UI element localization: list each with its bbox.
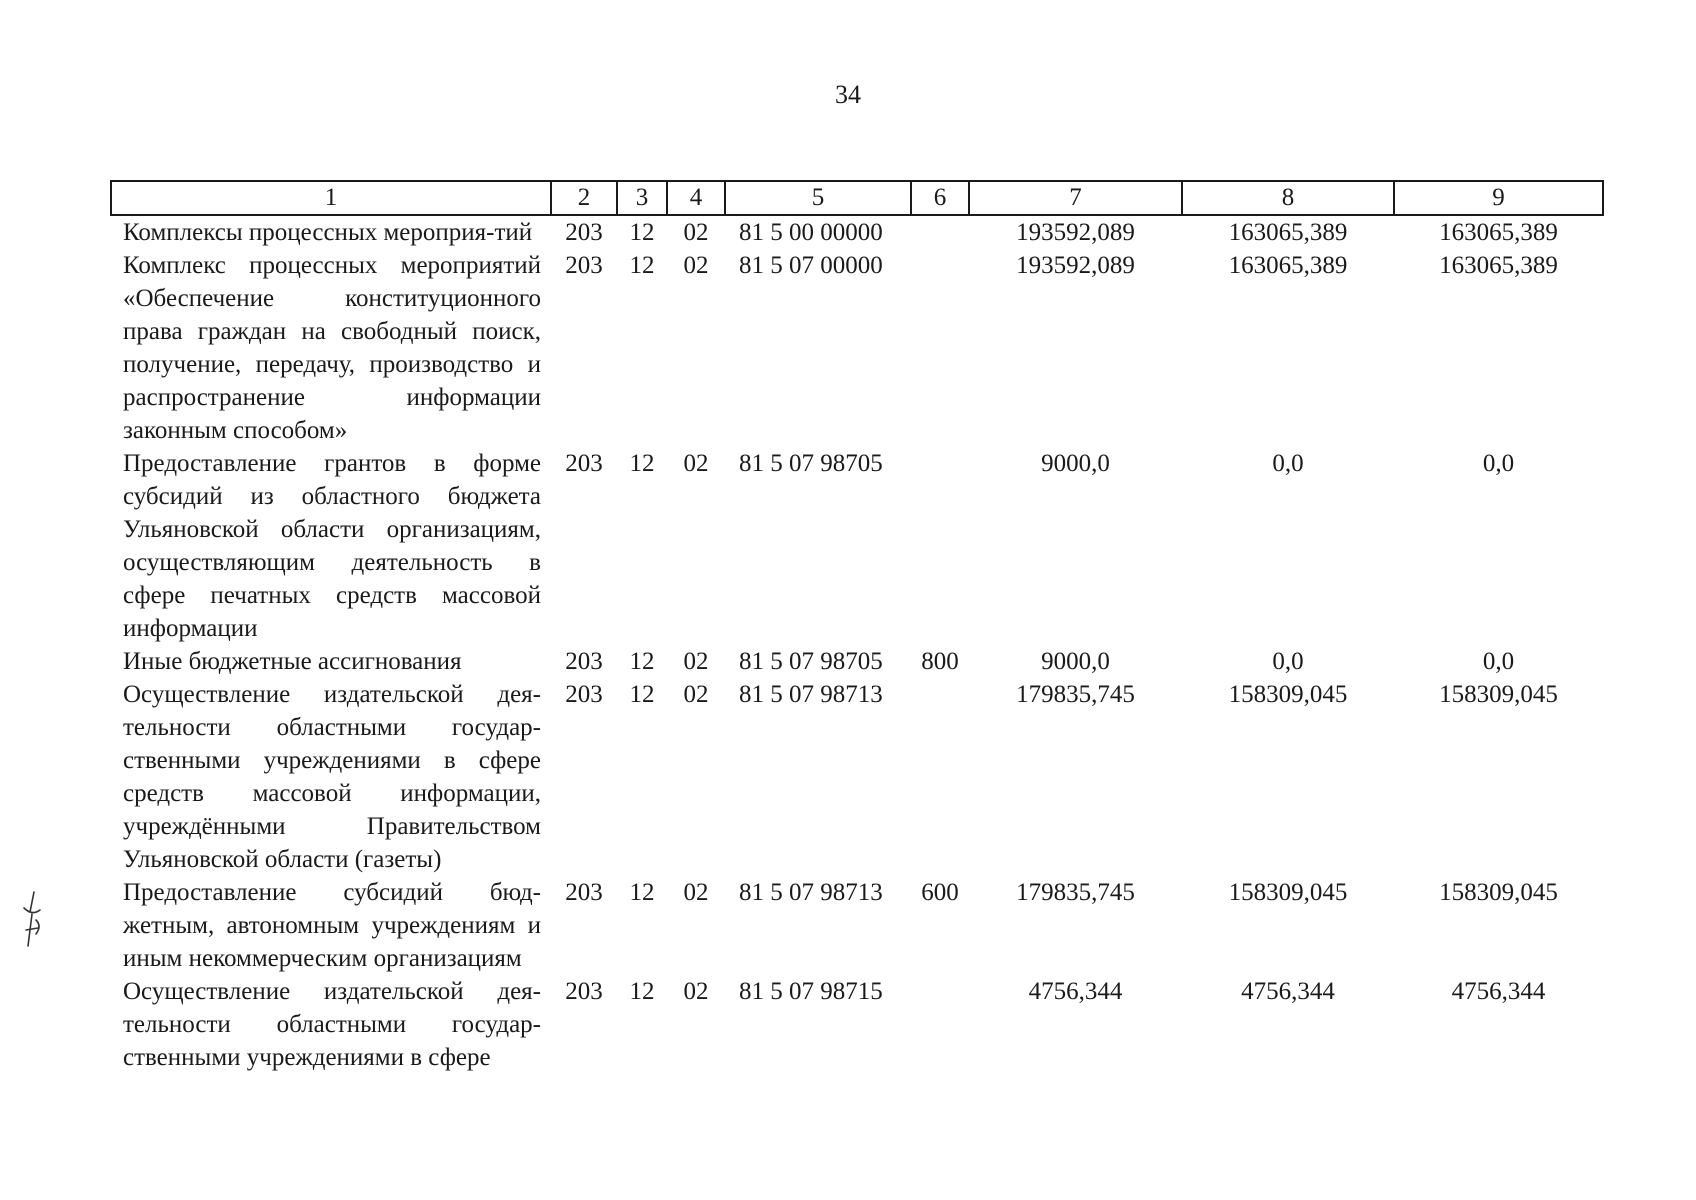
row-code-6: 600	[921, 879, 959, 906]
row-code-2: 203	[565, 252, 603, 279]
table-row	[111, 645, 1603, 678]
row-value-9: 163065,389	[1439, 219, 1558, 246]
header-row	[111, 181, 1603, 215]
header-cell-8: 8	[1182, 181, 1394, 215]
row-code-2: 203	[565, 450, 603, 477]
table-body	[111, 215, 1603, 1074]
row-code-5: 81 5 07 98705	[739, 450, 883, 477]
row-value-7: 4756,344	[1028, 978, 1123, 1005]
row-value-8: 163065,389	[1228, 252, 1348, 279]
row-name: Комплекс процессных мероприятий «Обеспечение конституционного права граждан на свободный поиск, получение, передачу, производство и распространение информации законным способом»	[123, 252, 541, 444]
row-value-7: 193592,089	[1016, 252, 1135, 279]
table-row	[111, 975, 1603, 1074]
row-code-5: 81 5 00 00000	[739, 219, 883, 246]
row-code-4: 02	[683, 978, 709, 1005]
row-name: Осуществление издательской деятельности областными государственными учреждениями в сфере средств массовой информации, учреждёнными Правительством Ульяновской области (газеты)	[123, 681, 541, 873]
header-cell-2: 2	[551, 181, 617, 215]
row-value-8: 158309,045	[1228, 681, 1348, 708]
row-code-5: 81 5 07 00000	[739, 252, 883, 279]
row-code-4: 02	[683, 219, 709, 246]
table-row	[111, 876, 1603, 975]
row-name: Комплексы процессных мероприя-тий	[123, 219, 533, 246]
row-code-3: 12	[629, 879, 655, 906]
row-code-2: 203	[565, 219, 603, 246]
row-code-6	[911, 447, 969, 645]
handwritten-initials-mark	[18, 890, 48, 950]
row-code-6	[911, 975, 969, 1074]
row-value-7: 179835,745	[1016, 681, 1135, 708]
row-name: Осуществление издательской деятельности областными государственными учреждениями в сфере	[123, 978, 541, 1071]
row-value-7: 179835,745	[1016, 879, 1135, 906]
page-number: 34	[835, 80, 861, 109]
row-name: Предоставление грантов в форме субсидий из областного бюджета Ульяновской области организациям, осуществляющим деятельность в сфере печатных средств массовой информации	[123, 450, 541, 642]
row-code-2: 203	[565, 648, 603, 675]
table-row	[111, 447, 1603, 645]
row-code-6: 800	[921, 648, 959, 675]
row-code-2: 203	[565, 879, 603, 906]
row-name: Предоставление субсидий бюджетным, автономным учреждениям и иным некоммерческим организациям	[123, 879, 541, 972]
header-cell-5: 5	[725, 181, 911, 215]
table-row	[111, 678, 1603, 876]
row-value-8: 4756,344	[1241, 978, 1335, 1005]
row-value-8: 0,0	[1272, 450, 1304, 477]
row-value-9: 158309,045	[1439, 681, 1558, 708]
row-code-4: 02	[683, 450, 709, 477]
row-code-3: 12	[629, 978, 655, 1005]
row-value-7: 9000,0	[1041, 648, 1110, 675]
row-value-9: 0,0	[1482, 648, 1515, 675]
row-code-3: 12	[629, 648, 655, 675]
row-name: Иные бюджетные ассигнования	[123, 648, 462, 675]
row-code-4: 02	[683, 648, 709, 675]
row-code-3: 12	[629, 219, 655, 246]
row-code-3: 12	[629, 450, 655, 477]
row-code-4: 02	[683, 681, 709, 708]
header-cell-9: 9	[1394, 181, 1603, 215]
row-code-5: 81 5 07 98713	[739, 681, 883, 708]
row-code-4: 02	[683, 879, 709, 906]
header-cell-1: 1	[111, 181, 551, 215]
row-code-2: 203	[565, 681, 603, 708]
row-value-8: 158309,045	[1228, 879, 1348, 906]
row-code-3: 12	[629, 681, 655, 708]
row-code-5: 81 5 07 98705	[739, 648, 883, 675]
header-cell-4: 4	[667, 181, 725, 215]
row-code-3: 12	[629, 252, 655, 279]
row-code-4: 02	[683, 252, 709, 279]
header-cell-3: 3	[617, 181, 667, 215]
row-value-8: 163065,389	[1228, 219, 1348, 246]
row-code-5: 81 5 07 98713	[739, 879, 883, 906]
row-value-9: 4756,344	[1451, 978, 1546, 1005]
row-code-5: 81 5 07 98715	[739, 978, 883, 1005]
budget-table	[110, 180, 1604, 1074]
row-value-8: 0,0	[1272, 648, 1304, 675]
table-row	[111, 249, 1603, 447]
row-code-6	[911, 678, 969, 876]
table-row	[111, 215, 1603, 249]
row-code-6	[911, 215, 969, 249]
header-cell-6: 6	[911, 181, 969, 215]
row-code-2: 203	[565, 978, 603, 1005]
table-header	[111, 181, 1603, 215]
row-value-9: 163065,389	[1439, 252, 1558, 279]
row-value-9: 0,0	[1482, 450, 1515, 477]
budget-table-container	[110, 180, 1602, 1074]
row-value-7: 9000,0	[1041, 450, 1110, 477]
row-value-7: 193592,089	[1016, 219, 1135, 246]
header-cell-7: 7	[969, 181, 1182, 215]
row-code-6	[911, 249, 969, 447]
row-value-9: 158309,045	[1439, 879, 1558, 906]
